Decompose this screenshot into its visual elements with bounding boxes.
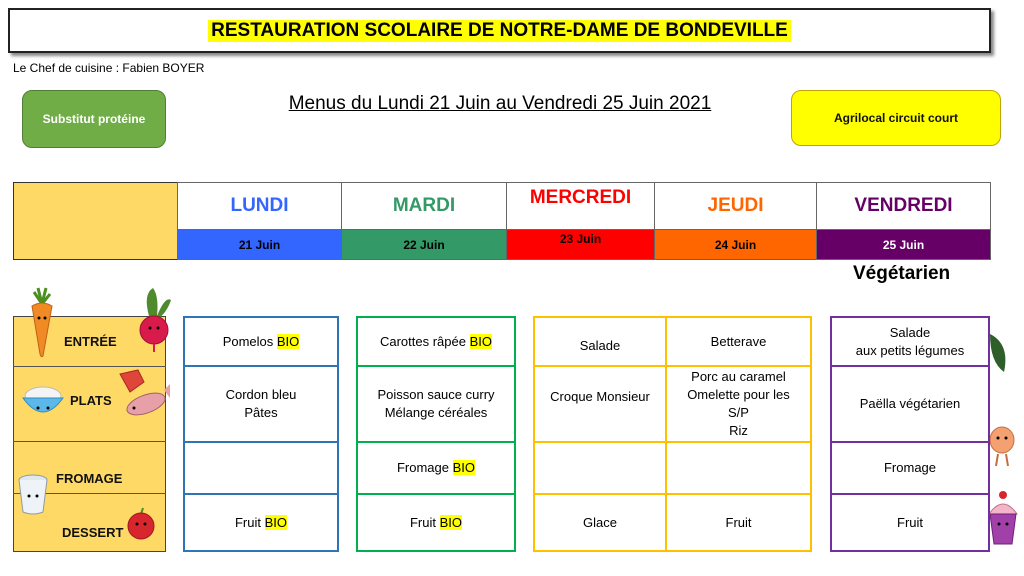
menu-jeudi-dessert: Fruit — [665, 493, 812, 552]
menu-mardi-entree — [356, 316, 516, 367]
title-box — [8, 8, 991, 53]
cupcake-icon — [986, 490, 1020, 548]
day-header-vendredi — [816, 182, 991, 230]
category-divider — [13, 366, 166, 367]
date-cell-jeudi — [654, 229, 817, 260]
date-mercredi: 23 Juin — [559, 232, 602, 246]
menu-vendredi-plats: Paëlla végétarien — [830, 365, 990, 443]
radish-icon — [137, 286, 173, 354]
legend-agrilocal: Agrilocal circuit court — [791, 90, 1001, 146]
day-header-mercredi — [506, 182, 655, 230]
category-dessert: DESSERT — [62, 525, 124, 540]
category-fromage: FROMAGE — [56, 471, 123, 486]
menu-lundi-dessert — [183, 493, 339, 552]
day-name-mardi: MARDI — [392, 195, 456, 216]
day-name-vendredi: VENDREDI — [854, 195, 953, 216]
day-name-lundi: LUNDI — [230, 195, 289, 216]
menu-mardi-plats: Poisson sauce curry Mélange céréales — [356, 365, 516, 443]
menu-lundi-entree — [183, 316, 339, 367]
menu-mercredi-plats: Croque Monsieur — [533, 365, 667, 443]
day-header-jeudi — [654, 182, 817, 230]
vegetarian-label: Végétarien — [853, 263, 951, 284]
chef-name: Le Chef de cuisine : Fabien BOYER — [13, 61, 205, 75]
yogurt-icon — [16, 470, 50, 516]
carrot-icon — [28, 286, 56, 358]
menu-lundi-fromage — [183, 441, 339, 495]
meat-fish-icon — [114, 368, 170, 422]
category-divider — [13, 441, 166, 442]
header-corner — [13, 182, 178, 260]
date-mardi: 22 Juin — [403, 237, 445, 252]
category-entree: ENTRÉE — [64, 334, 117, 349]
day-name-mercredi: MERCREDI — [529, 187, 632, 208]
bio-badge: BIO — [276, 333, 300, 349]
category-plats: PLATS — [70, 393, 112, 408]
leaf-icon — [990, 332, 1010, 374]
menu-jeudi-plats: Porc au caramel Omelette pour les S/P Riz — [665, 365, 812, 443]
date-vendredi: 25 Juin — [882, 237, 925, 252]
menu-vendredi-entree: Salade aux petits légumes — [830, 316, 990, 367]
menu-text: Pomelos — [222, 333, 274, 349]
menu-text: Fruit — [409, 514, 436, 530]
menu-mercredi-entree: Salade — [533, 316, 667, 367]
menu-mardi-fromage — [356, 441, 516, 495]
menu-mercredi-fromage — [533, 441, 667, 495]
legend-protein-substitute: Substitut protéine — [22, 90, 166, 148]
date-cell-mardi — [341, 229, 507, 260]
apple-icon — [126, 506, 156, 540]
date-cell-mercredi — [506, 229, 655, 260]
rice-bowl-icon — [20, 382, 66, 422]
date-cell-vendredi — [816, 229, 991, 260]
day-name-jeudi: JEUDI — [707, 195, 764, 216]
bio-badge: BIO — [439, 514, 463, 530]
date-lundi: 21 Juin — [238, 237, 281, 252]
character-icon — [988, 424, 1016, 468]
menu-vendredi-fromage: Fromage — [830, 441, 990, 495]
date-cell-lundi — [177, 229, 342, 260]
menu-jeudi-fromage — [665, 441, 812, 495]
bio-badge: BIO — [469, 333, 493, 349]
bio-badge: BIO — [452, 460, 476, 475]
menu-vendredi-dessert: Fruit — [830, 493, 990, 552]
menu-text: Fromage — [396, 460, 449, 475]
menu-mercredi-dessert: Glace — [533, 493, 667, 552]
menu-text: Carottes râpée — [379, 333, 466, 349]
menu-jeudi-entree: Betterave — [665, 316, 812, 367]
bio-badge: BIO — [264, 514, 288, 530]
week-title: Menus du Lundi 21 Juin au Vendredi 25 Juin 2021 — [288, 93, 712, 114]
menu-mardi-dessert — [356, 493, 516, 552]
day-header-lundi — [177, 182, 342, 230]
menu-lundi-plats: Cordon bleu Pâtes — [183, 365, 339, 443]
date-jeudi: 24 Juin — [714, 237, 757, 252]
day-header-mardi — [341, 182, 507, 230]
menu-text: Fruit — [234, 514, 261, 530]
page-title: RESTAURATION SCOLAIRE DE NOTRE-DAME DE BONDEVILLE — [208, 20, 791, 42]
